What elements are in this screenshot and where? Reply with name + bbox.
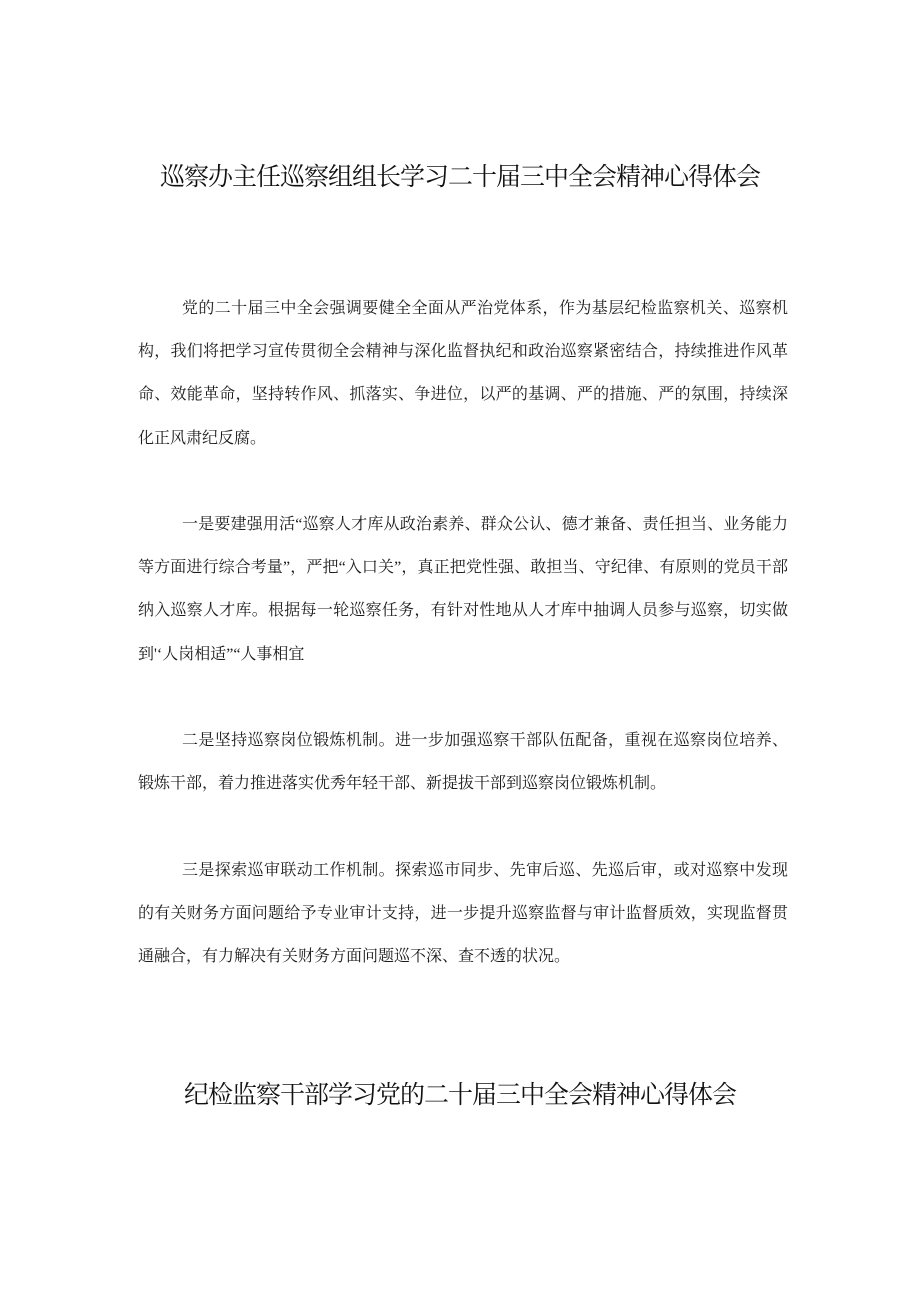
article-title: 巡察办主任巡察组组长学习二十届三中全会精神心得体会 <box>159 162 760 191</box>
paragraph-intro: 党的二十届三中全会强调要健全全面从严治党体系，作为基层纪检监察机关、巡察机构，我们将把学习宣传贯彻全会精神与深化监督执纪和政治巡察紧密结合，持续推进作风革命、效能革命，坚持转作风、抓落实、争进位，以严的基调、严的措施、严的氛围，持续深化正风肃纪反腐。 <box>138 300 788 447</box>
paragraph-point-three: 三是探索巡审联动工作机制。探索巡市同步、先审后巡、先巡后审，或对巡察中发现的有关财务方面问题给予专业审计支持，进一步提升巡察监督与审计监督质效，实现监督贯通融合，有力解决有关财务方面问题巡不深、查不透的状况。 <box>138 862 788 966</box>
paragraph-point-one: 一是要建强用活“巡察人才库从政治素养、群众公认、德才兼备、责任担当、业务能力等方面进行综合考量”，严把“入口关”，真正把党性强、敢担当、守纪律、有原则的党员干部纳入巡察人才库。根据每一轮巡察任务，有针对性地从人才库中抽调人员参与巡察，切实做到'‘人岗相适”“人事相宜 <box>138 516 788 663</box>
paragraph-point-two: 二是坚持巡察岗位锻炼机制。进一步加强巡察干部队伍配备，重视在巡察岗位培养、锻炼干部，着力推进落实优秀年轻干部、新提拔干部到巡察岗位锻炼机制。 <box>138 732 788 793</box>
next-article-title: 纪检监察干部学习党的二十届三中全会精神心得体会 <box>183 1080 736 1109</box>
